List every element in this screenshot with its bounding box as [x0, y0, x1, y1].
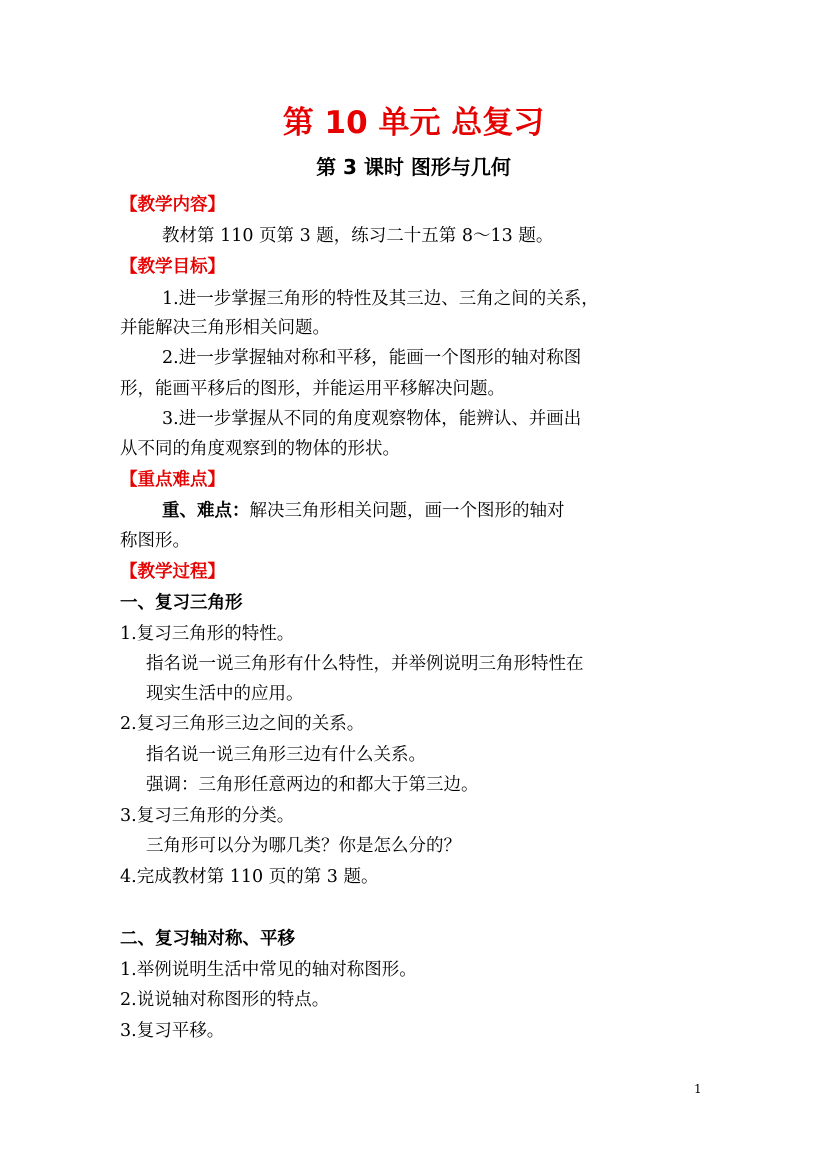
goal-2-line-1: 2.进一步掌握轴对称和平移，能画一个图形的轴对称图	[162, 348, 582, 368]
content-text: 教材第 110 页第 3 题，练习二十五第 8～13 题。	[162, 226, 554, 246]
content-header: 【教学内容】	[120, 195, 225, 215]
s1-item-3: 3.复习三角形的分类。	[120, 806, 295, 826]
s1-item-1: 1.复习三角形的特性。	[120, 624, 295, 644]
key-line-1	[162, 496, 565, 526]
page-subtitle: 第 3 课时 图形与几何	[316, 155, 511, 179]
process-header: 【教学过程】	[120, 562, 225, 582]
goal-1-line-2: 并能解决三角形相关问题。	[120, 318, 330, 338]
s1-item-2: 2.复习三角形三边之间的关系。	[120, 714, 365, 734]
key-header: 【重点难点】	[120, 470, 225, 490]
goal-3-line-1: 3.进一步掌握从不同的角度观察物体，能辨认、并画出	[162, 409, 582, 429]
goals-header: 【教学目标】	[120, 257, 225, 277]
section-2-heading: 二、复习轴对称、平移	[120, 929, 295, 949]
s1-item-2-text-1: 指名说一说三角形三边有什么关系。	[146, 745, 426, 765]
s2-item-2: 2.说说轴对称图形的特点。	[120, 990, 330, 1010]
key-label: 重、难点：	[162, 501, 250, 521]
s1-item-3-text: 三角形可以分为哪几类？你是怎么分的？	[146, 836, 461, 856]
key-text: 解决三角形相关问题，画一个图形的轴对	[249, 501, 565, 521]
page-title: 第 10 单元 总复习	[282, 105, 545, 141]
s1-item-4: 4.完成教材第 110 页的第 3 题。	[120, 867, 379, 887]
goal-3-line-2: 从不同的角度观察到的物体的形状。	[120, 439, 400, 459]
page-number: 1	[694, 1082, 702, 1096]
s2-item-3: 3.复习平移。	[120, 1021, 225, 1041]
s1-item-1-text-1: 指名说一说三角形有什么特性，并举例说明三角形特性在	[146, 654, 584, 674]
section-1-heading: 一、复习三角形	[120, 593, 243, 613]
s1-item-2-text-2: 强调：三角形任意两边的和都大于第三边。	[146, 775, 479, 795]
goal-1-line-1: 1.进一步掌握三角形的特性及其三边、三角之间的关系，	[162, 289, 599, 309]
s2-item-1: 1.举例说明生活中常见的轴对称图形。	[120, 960, 417, 980]
key-line-2: 称图形。	[120, 531, 190, 551]
s1-item-1-text-2: 现实生活中的应用。	[146, 684, 304, 704]
goal-2-line-2: 形，能画平移后的图形，并能运用平移解决问题。	[120, 379, 505, 399]
